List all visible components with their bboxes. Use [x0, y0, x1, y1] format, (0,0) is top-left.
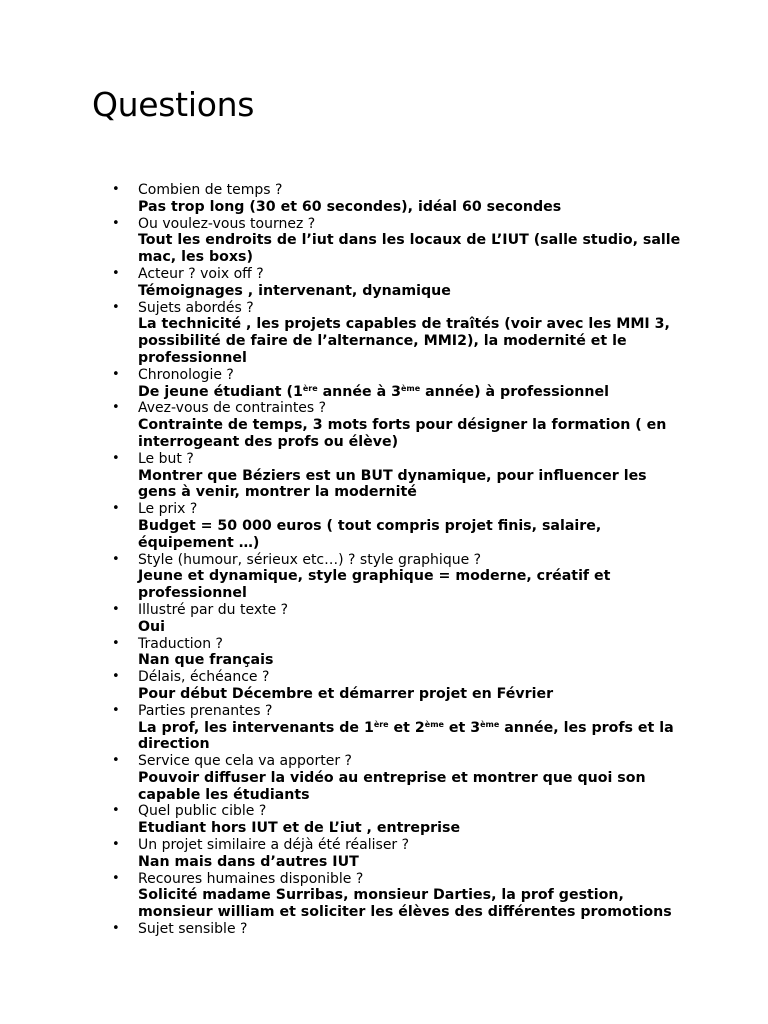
question-text: Acteur ? voix off ?: [138, 265, 264, 282]
question-text: Délais, échéance ?: [138, 669, 270, 686]
question-text: Le prix ?: [138, 501, 198, 518]
answer-text: [138, 384, 683, 401]
list-item: [0, 216, 683, 266]
bullet-icon: •: [112, 669, 120, 685]
bullet-icon: •: [112, 299, 120, 315]
list-item: [0, 871, 683, 921]
bullet-icon: •: [112, 366, 120, 382]
answer-text: Pour début Décembre et démarrer projet en Février: [138, 685, 554, 702]
answer-text: Budget = 50 000 euros ( tout compris projet finis, salaire, équipement …): [138, 517, 602, 551]
answer-segment: et 3: [443, 719, 481, 736]
answer-text: Oui: [138, 618, 166, 635]
bullet-icon: •: [112, 837, 120, 853]
bullet-icon: •: [112, 450, 120, 466]
questions-list: [0, 182, 768, 938]
list-item: [0, 552, 683, 602]
answer-text: Pouvoir diffuser la vidéo au entreprise et montrer que quoi son capable les étudiants: [138, 769, 646, 803]
answer-text: Témoignages , intervenant, dynamique: [138, 282, 451, 299]
question-text: Combien de temps ?: [138, 182, 283, 198]
list-item: [0, 669, 683, 703]
question-text: Un projet similaire a déjà été réaliser ?: [138, 837, 410, 854]
question-text: Illustré par du texte ?: [138, 601, 289, 618]
question-text: Traduction ?: [138, 635, 223, 652]
answer-segment: De jeune étudiant (1: [138, 383, 303, 400]
answer-text: Jeune et dynamique, style graphique = moderne, créatif et professionnel: [138, 568, 611, 602]
ordinal-superscript: ère: [373, 719, 389, 729]
answer-text: Etudiant hors IUT et de L’iut , entreprise: [138, 820, 461, 837]
answer-text: Contrainte de temps, 3 mots forts pour désigner la formation ( en interrogeant des profs ou élève): [138, 417, 667, 450]
question-text: Parties prenantes ?: [138, 702, 273, 719]
list-item: [0, 703, 683, 753]
answer-text: Nan que français: [138, 652, 274, 669]
list-item: [0, 300, 683, 367]
question-text: Recoures humaines disponible ?: [138, 870, 364, 887]
answer-text: Pas trop long (30 et 60 secondes), idéal 60 secondes: [138, 198, 562, 215]
list-item: [0, 602, 683, 636]
ordinal-superscript: ème: [424, 719, 444, 729]
question-text: Le but ?: [138, 450, 194, 467]
answer-text: Tout les endroits de l’iut dans les locaux de L’IUT (salle studio, salle mac, les boxs): [138, 232, 681, 266]
bullet-icon: •: [112, 753, 120, 769]
list-item: [0, 451, 683, 501]
ordinal-superscript: ème: [400, 383, 421, 393]
bullet-icon: •: [112, 215, 120, 231]
list-item: [0, 400, 683, 450]
answer-segment: et 2: [388, 719, 425, 736]
answer-segment: La prof, les intervenants de 1: [138, 719, 374, 736]
list-item: [0, 182, 683, 216]
answer-text: Montrer que Béziers est un BUT dynamique, pour influencer les gens à venir, montrer la modernité: [138, 467, 647, 501]
question-text: Style (humour, sérieux etc…) ? style graphique ?: [138, 551, 482, 568]
bullet-icon: •: [112, 551, 120, 567]
ordinal-superscript: ère: [302, 383, 318, 393]
list-item: [0, 921, 683, 938]
answer-segment: année, les profs et la direction: [138, 719, 674, 753]
answer-text: Solicité madame Surribas, monsieur Darties, la prof gestion, monsieur william et soliciter les élèves des différentes promotions: [138, 887, 672, 921]
bullet-icon: •: [112, 702, 120, 718]
question-text: Sujet sensible ?: [138, 921, 248, 938]
page-title: Questions: [92, 85, 255, 124]
bullet-icon: •: [112, 400, 120, 416]
list-item: [0, 837, 683, 871]
question-text: Service que cela va apporter ?: [138, 753, 352, 770]
question-text: Sujets abordés ?: [138, 299, 254, 316]
bullet-icon: •: [112, 635, 120, 651]
answer-segment: année) à professionnel: [420, 383, 609, 400]
bullet-icon: •: [112, 265, 120, 281]
list-item: [0, 803, 683, 837]
ordinal-superscript: ème: [480, 719, 500, 729]
question-text: Chronologie ?: [138, 366, 234, 383]
bullet-icon: •: [112, 601, 120, 617]
list-item: [0, 367, 683, 401]
list-item: [0, 266, 683, 300]
list-item: [0, 501, 683, 551]
answer-text: La technicité , les projets capables de traîtés (voir avec les MMI 3, possibilité de faire de l’alternance, MMI2), la modernité et le professionnel: [138, 316, 670, 366]
answer-text: Nan mais dans d’autres IUT: [138, 853, 359, 870]
list-item: [0, 636, 683, 670]
bullet-icon: •: [112, 803, 120, 819]
question-text: Quel public cible ?: [138, 803, 267, 820]
question-text: Ou voulez-vous tournez ?: [138, 215, 316, 232]
bullet-icon: •: [112, 870, 120, 886]
bullet-icon: •: [112, 921, 120, 937]
answer-text: [138, 720, 683, 754]
answer-segment: année à 3: [317, 383, 401, 400]
question-text: Avez-vous de contraintes ?: [138, 400, 327, 417]
bullet-icon: •: [112, 501, 120, 517]
bullet-icon: •: [112, 182, 120, 197]
list-item: [0, 753, 683, 803]
